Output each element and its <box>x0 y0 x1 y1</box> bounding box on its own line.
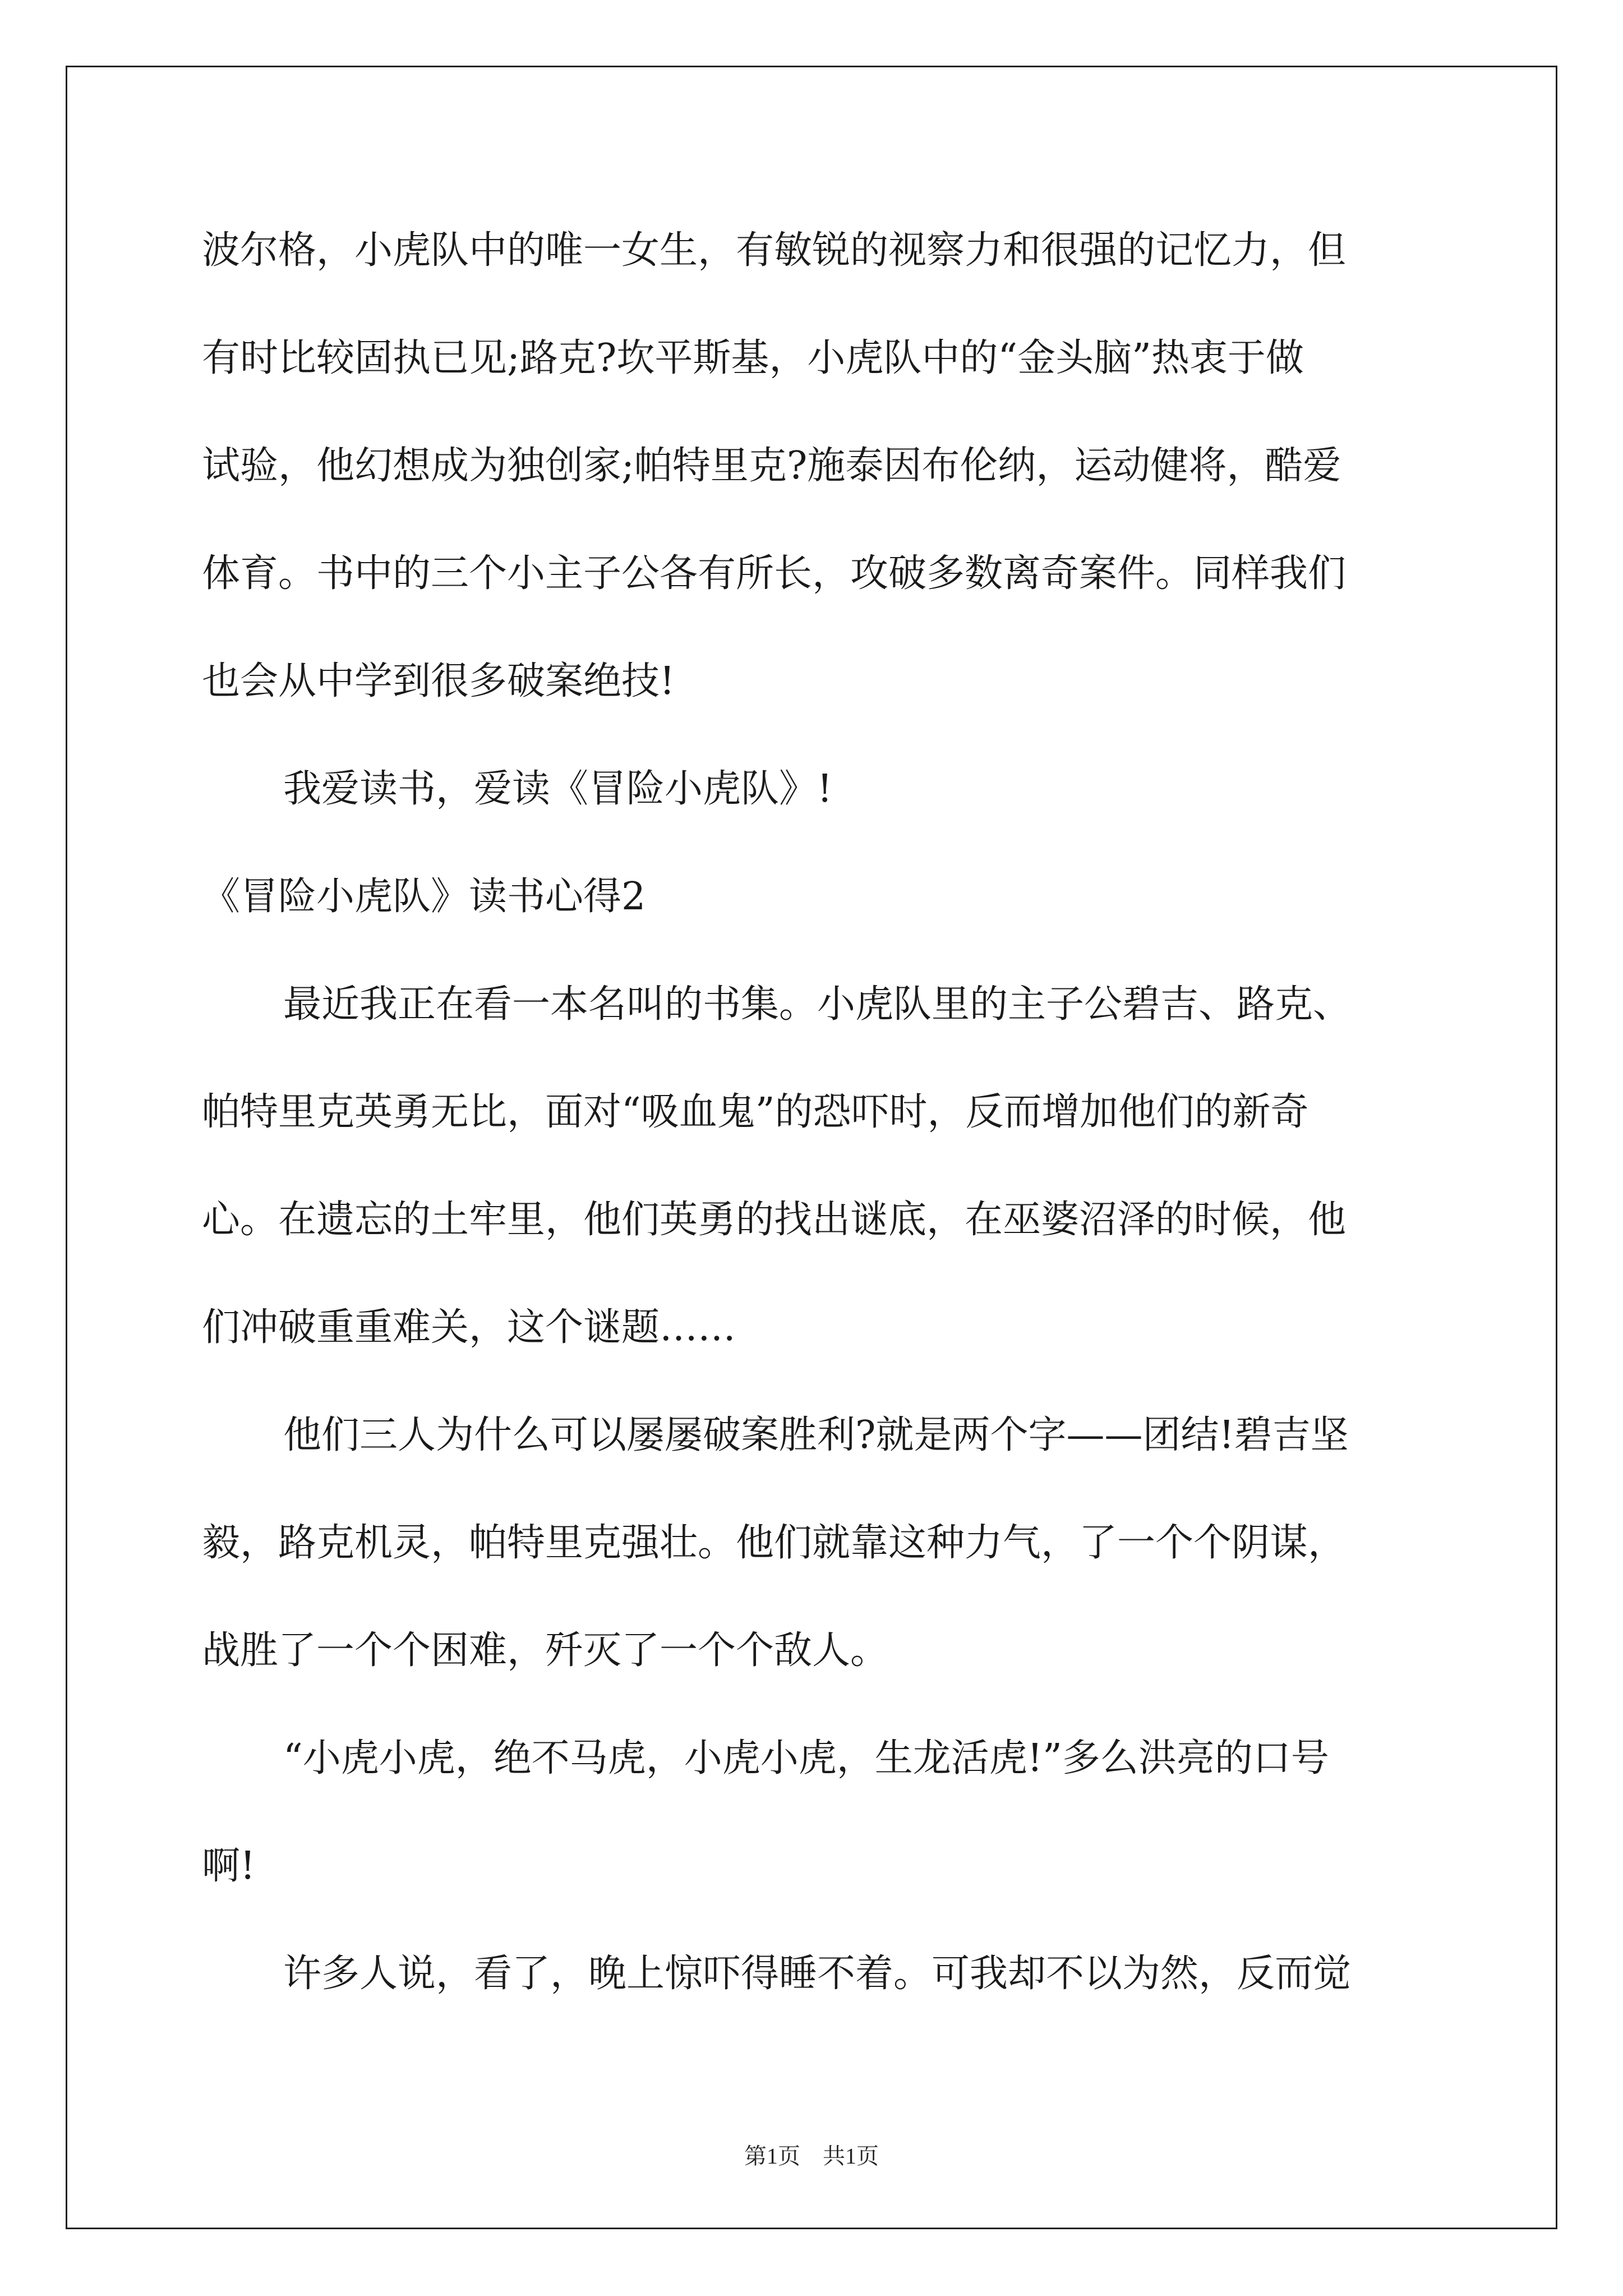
text-line: 们冲破重重难关，这个谜题…… <box>202 1305 736 1350</box>
text-line: 体育。书中的三个小主子公各有所长，攻破多数离奇案件。同样我们 <box>202 551 1347 596</box>
page-border <box>66 66 1557 2229</box>
text-line: 毅，路克机灵，帕特里克强壮。他们就靠这种力气，了一个个阴谋， <box>202 1521 1347 1565</box>
text-line: 试验，他幻想成为独创家;帕特里克?施泰因布伦纳，运动健将，酷爱 <box>202 444 1341 488</box>
page-footer: 第1页 共1页 <box>744 2143 879 2169</box>
text-line: 帕特里克英勇无比，面对“吸血鬼”的恐吓时，反而增加他们的新奇 <box>202 1090 1309 1134</box>
text-line: 啊! <box>202 1844 256 1888</box>
text-line: 有时比较固执已见;路克?坎平斯基，小虎队中的“金头脑”热衷于做 <box>202 336 1304 380</box>
text-line: 波尔格，小虎队中的唯一女生，有敏锐的视察力和很强的记忆力，但 <box>202 228 1347 273</box>
text-line: 我爱读书，爱读《冒险小虎队》! <box>283 767 833 811</box>
text-line: 也会从中学到很多破案绝技! <box>202 659 675 703</box>
text-line: 心。在遗忘的土牢里，他们英勇的找出谜底，在巫婆沼泽的时候，他 <box>202 1198 1347 1242</box>
text-line: 他们三人为什么可以屡屡破案胜利?就是两个字——团结!碧吉坚 <box>283 1413 1349 1457</box>
text-line: 许多人说，看了，晚上惊吓得睡不着。可我却不以为然，反而觉 <box>283 1952 1352 1996</box>
text-line: 战胜了一个个困难，歼灭了一个个敌人。 <box>202 1628 889 1673</box>
section-heading: 《冒险小虎队》读书心得2 <box>202 875 646 919</box>
text-line: “小虎小虎，绝不马虎，小虎小虎，生龙活虎!”多么洪亮的口号 <box>283 1736 1329 1780</box>
text-line: 最近我正在看一本名叫的书集。小虎队里的主子公碧吉、路克、 <box>283 982 1352 1027</box>
